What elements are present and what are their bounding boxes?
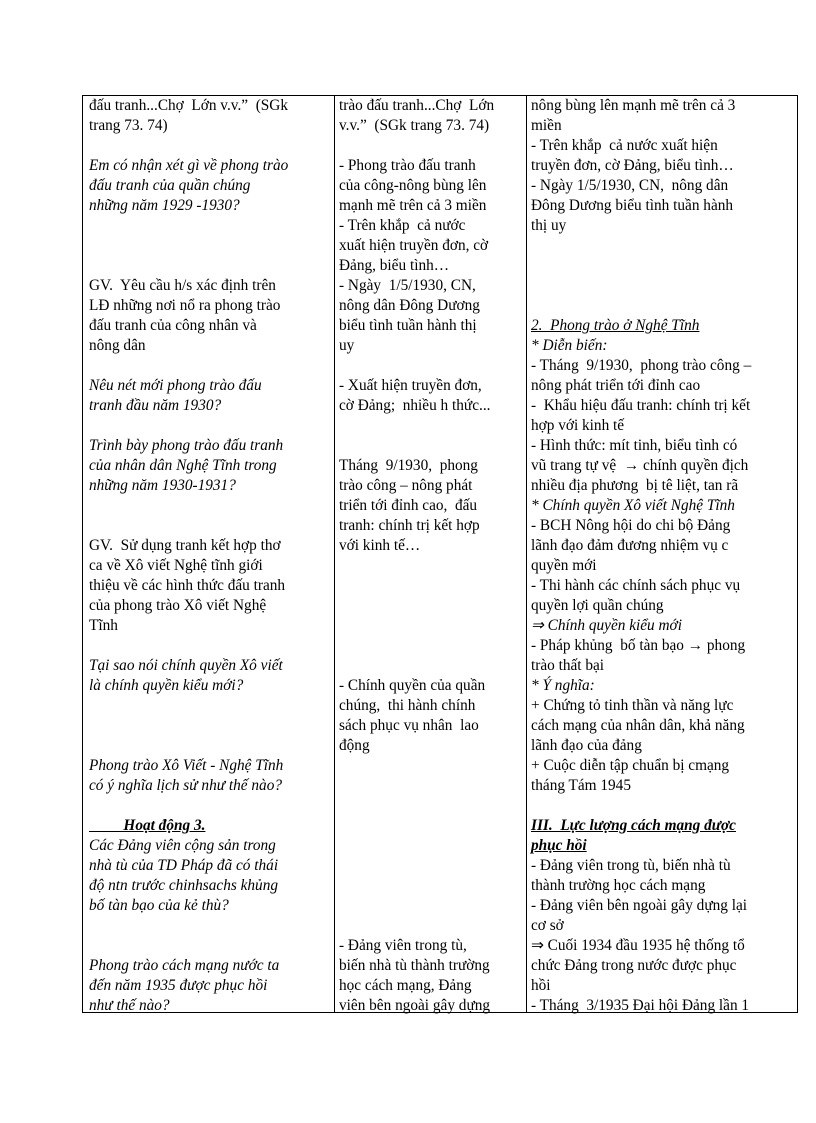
col2-text-line <box>339 776 494 796</box>
col3-text-line <box>531 276 751 296</box>
col3-text-line: - Đảng viên trong tù, biến nhà tù <box>531 857 731 874</box>
col3-text-line: * Ý nghĩa: <box>531 677 595 694</box>
col1-text-line <box>89 636 288 656</box>
col2-text-line <box>339 356 494 376</box>
col2-text-line: xuất hiện truyền đơn, cờ <box>339 237 489 254</box>
col1-text-line: bố tàn bạo của kẻ thù? <box>89 897 229 914</box>
col2-text-line <box>339 796 494 816</box>
col1-text-line: đấu tranh...Chợ Lớn v.v.” (SGk <box>89 97 289 114</box>
col3-text-line: - Thi hành các chính sách phục vụ <box>531 577 741 594</box>
col2-text-line: v.v.” (SGk trang 73. 74) <box>339 117 490 134</box>
col1-text-line <box>89 716 288 736</box>
col3-text-line: cách mạng của nhân dân, khả năng <box>531 717 745 734</box>
col3-text-line: thị uy <box>531 217 567 234</box>
col1-text-line <box>89 216 288 236</box>
col1-text-line <box>89 736 288 756</box>
col2-text-line <box>339 616 494 636</box>
col2-text-line <box>339 636 494 656</box>
col3-text-line: ⇒ Chính quyền kiểu mới <box>531 617 682 634</box>
col2-text-line: động <box>339 737 370 754</box>
col2-text-line: trào đấu tranh...Chợ Lớn <box>339 97 495 114</box>
col2-text-line <box>339 856 494 876</box>
col1-text-line <box>89 936 288 956</box>
col1-text-line: Các Đảng viên cộng sản trong <box>89 837 276 854</box>
col1-text-line: GV. Sử dụng tranh kết hợp thơ <box>89 537 281 554</box>
col2-text-line: - Xuất hiện truyền đơn, <box>339 377 482 394</box>
col3-text-line: - Khẩu hiệu đấu tranh: chính trị kết <box>531 397 751 414</box>
col2-text-line: cờ Đảng; nhiều h thức... <box>339 397 491 414</box>
col1-text-line: Tĩnh <box>89 617 118 634</box>
col1-text-line: tranh đầu năm 1930? <box>89 397 222 414</box>
col3-text-line: * Chính quyền Xô viết Nghệ Tĩnh <box>531 497 735 514</box>
col2-text-line: nông dân Đông Dương <box>339 297 480 314</box>
col1-text-line: Hoạt động 3. <box>89 817 206 834</box>
col3-text-line: - Tháng 3/1935 Đại hội Đảng lần 1 <box>531 997 750 1014</box>
col2-text-line: - Phong trào đấu tranh <box>339 157 476 174</box>
col1-text-line: nhà tù của TD Pháp đã có thái <box>89 857 279 874</box>
col3-text-line: + Cuộc diễn tập chuẩn bị cmạng <box>531 757 730 774</box>
col2-text-line: - Chính quyền của quần <box>339 677 486 694</box>
col3-text-line: ⇒ Cuối 1934 đầu 1935 hệ thống tổ <box>531 937 745 954</box>
col1-text-line <box>89 916 288 936</box>
col1-text-line: có ý nghĩa lịch sử như thế nào? <box>89 777 282 794</box>
col1-text-line: là chính quyền kiểu mới? <box>89 677 244 694</box>
col1-text-line: Phong trào Xô Viết - Nghệ Tĩnh <box>89 757 284 774</box>
col1-text-line: thiệu về các hình thức đấu tranh <box>89 577 286 594</box>
col2-text-line: với kinh tế… <box>339 537 421 554</box>
col3-text-line <box>531 256 751 276</box>
col1-text-line: Nêu nét mới phong trào đấu <box>89 377 262 394</box>
col3-text-line: nông bùng lên mạnh mẽ trên cả 3 <box>531 97 736 114</box>
col1-text-line: ca về Xô viết Nghệ tĩnh giới <box>89 557 263 574</box>
col1-text-line <box>89 416 288 436</box>
col3-text-line: * Diễn biến: <box>531 337 608 354</box>
col2-text-line: uy <box>339 337 355 354</box>
col2-text-line: viên bên ngoài gây dựng <box>339 997 491 1014</box>
col1-text-line: Em có nhận xét gì về phong trào <box>89 157 289 174</box>
col2-text-line <box>339 436 494 456</box>
col3-text-line: + Chứng tỏ tinh thần và năng lực <box>531 697 734 714</box>
col3-text-line: nông phát triển tới đỉnh cao <box>531 377 701 394</box>
col1-text-line <box>89 796 288 816</box>
col2-text-line: mạnh mẽ trên cả 3 miền <box>339 197 487 214</box>
col2-text-line <box>339 596 494 616</box>
col3-text-line: - Ngày 1/5/1930, CN, nông dân <box>531 177 729 194</box>
col3-text-line: quyền lợi quần chúng <box>531 597 664 614</box>
col3-text-line: - Pháp khủng bố tàn bạo → phong <box>531 637 746 654</box>
teacher-questions-column <box>89 96 288 1016</box>
col2-text-line <box>339 916 494 936</box>
col3-text-line <box>531 236 751 256</box>
col1-text-line: những năm 1929 -1930? <box>89 197 240 214</box>
col2-text-line: biểu tình tuần hành thị <box>339 317 477 334</box>
col3-text-line: hồi <box>531 977 551 994</box>
col2-text-line: - Ngày 1/5/1930, CN, <box>339 277 476 294</box>
col1-text-line: như thế nào? <box>89 997 170 1014</box>
col2-text-line: của công-nông bùng lên <box>339 177 487 194</box>
col3-text-line: - Trên khắp cả nước xuất hiện <box>531 137 718 154</box>
col3-text-line: 2. Phong trào ở Nghệ Tĩnh <box>531 317 700 334</box>
col2-text-line <box>339 756 494 776</box>
col3-text-line: chức Đảng trong nước được phục <box>531 957 737 974</box>
col1-text-line: Phong trào cách mạng nước ta <box>89 957 280 974</box>
col3-text-line: Đông Dương biểu tình tuần hành <box>531 197 734 214</box>
col2-text-line: Đảng, biểu tình… <box>339 257 450 274</box>
col2-text-line: trào công – nông phát <box>339 477 473 494</box>
col3-text-line: lãnh đạo đảm đương nhiệm vụ c <box>531 537 729 554</box>
col2-text-line: tranh: chính trị kết hợp <box>339 517 480 534</box>
col3-text-line: III. Lực lượng cách mạng được <box>531 817 736 834</box>
col1-text-line <box>89 516 288 536</box>
col3-text-line: - Tháng 9/1930, phong trào công – <box>531 357 752 374</box>
col3-text-line: - BCH Nông hội do chi bộ Đảng <box>531 517 731 534</box>
col2-text-line <box>339 896 494 916</box>
col2-text-line <box>339 836 494 856</box>
col2-text-line: Tháng 9/1930, phong <box>339 457 478 474</box>
col3-text-line: tháng Tám 1945 <box>531 777 631 794</box>
col1-text-line: của nhân dân Nghệ Tĩnh trong <box>89 457 277 474</box>
col3-text-line: hợp với kinh tế <box>531 417 625 434</box>
col1-text-line <box>89 136 288 156</box>
col2-text-line <box>339 556 494 576</box>
col3-text-line: thành trường học cách mạng <box>531 877 706 894</box>
col3-text-line: cơ sở <box>531 917 564 934</box>
col3-text-line: quyền mới <box>531 557 597 574</box>
col2-text-line <box>339 136 494 156</box>
col3-text-line: lãnh đạo của đảng <box>531 737 642 754</box>
col1-text-line: GV. Yêu cầu h/s xác định trên <box>89 277 276 294</box>
col2-text-line: học cách mạng, Đảng <box>339 977 472 994</box>
col2-text-line <box>339 656 494 676</box>
col1-text-line: Tại sao nói chính quyền Xô viết <box>89 657 283 674</box>
col2-text-line: - Đảng viên trong tù, <box>339 937 467 954</box>
column-divider-2 <box>526 96 527 1012</box>
col2-text-line: chúng, thi hành chính <box>339 697 476 714</box>
col1-text-line <box>89 236 288 256</box>
col2-text-line <box>339 816 494 836</box>
col1-text-line: độ ntn trước chinhsachs khủng <box>89 877 279 894</box>
col2-text-line <box>339 576 494 596</box>
col3-text-line: nhiều địa phương bị tê liệt, tan rã <box>531 477 739 494</box>
col1-text-line <box>89 356 288 376</box>
col3-text-line: trào thất bại <box>531 657 605 674</box>
col1-text-line <box>89 696 288 716</box>
col1-text-line: nông dân <box>89 337 146 354</box>
col3-text-line: vũ trang tự vệ → chính quyền địch <box>531 457 749 474</box>
col3-text-line: - Hình thức: mít tinh, biểu tình có <box>531 437 738 454</box>
column-divider-1 <box>334 96 335 1012</box>
col2-text-line: - Trên khắp cả nước <box>339 217 466 234</box>
col3-text-line <box>531 296 751 316</box>
col1-text-line: của phong trào Xô viết Nghệ <box>89 597 267 614</box>
col2-text-line <box>339 876 494 896</box>
col3-text-line: miền <box>531 117 562 134</box>
col1-text-line: những năm 1930-1931? <box>89 477 236 494</box>
col1-text-line: đấu tranh của quần chúng <box>89 177 251 194</box>
col1-text-line: trang 73. 74) <box>89 117 168 134</box>
lesson-content-column <box>531 96 751 1016</box>
col3-text-line: truyền đơn, cờ Đảng, biểu tình… <box>531 157 734 174</box>
col2-text-line: triển tới đỉnh cao, đấu <box>339 497 478 514</box>
col1-text-line <box>89 256 288 276</box>
col1-text-line: đến năm 1935 được phục hồi <box>89 977 268 994</box>
lesson-table <box>82 95 798 1013</box>
col1-text-line: LĐ những nơi nổ ra phong trào <box>89 297 281 314</box>
col2-text-line <box>339 416 494 436</box>
col1-text-line: Trình bày phong trào đấu tranh <box>89 437 284 454</box>
col1-text-line: đấu tranh của công nhân và <box>89 317 257 334</box>
col1-text-line <box>89 496 288 516</box>
col3-text-line <box>531 796 751 816</box>
col2-text-line: biến nhà tù thành trường <box>339 957 490 974</box>
col3-text-line: - Đảng viên bên ngoài gây dựng lại <box>531 897 748 914</box>
col3-text-line: phục hồi <box>531 837 587 854</box>
col2-text-line: sách phục vụ nhân lao <box>339 717 479 734</box>
student-answers-column <box>339 96 494 1016</box>
